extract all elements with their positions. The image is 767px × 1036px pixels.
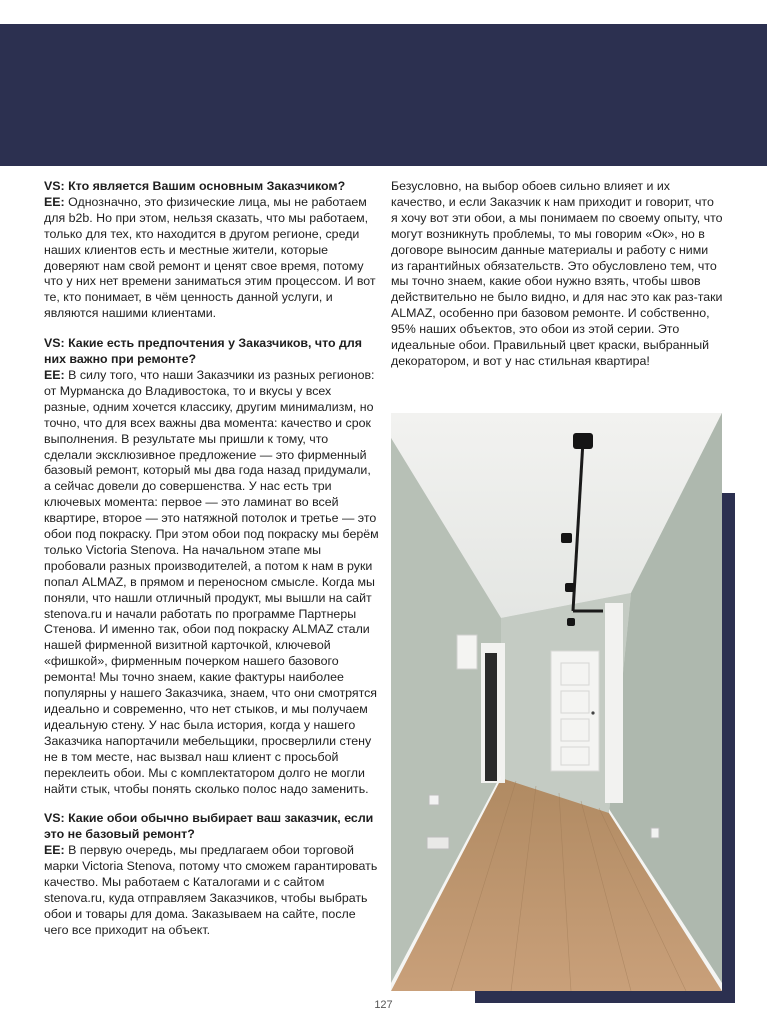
right-column-text: Безусловно, на выбор обоев сильно влияет и их качество, и если Заказчик к нам приходит и говорит, что я хочу вот эти обои, а мы понимаем по своему опыту, что могут возникнуть проблемы, то мы говорим «Ок», но в договоре выносим данные материалы и работу с ними из гарантийных обязательств. Это обусловлено тем, что мы точно знаем, какие обои нужно взять, чтобы швов действительно не было видно, и для нас это как раз-таки ALMAZ, особенно при базовом ремонте. И собственно, 95% наших объектов, это обои из этой серии. Это идеальные обои. Правильный цвет краски, выбранный декоратором, и вот у нас стильная квартира! [391,179,723,368]
answer-2-label: EE: [44,367,65,382]
answer-2-text: В силу того, что наши Заказчики из разных регионов: от Мурманска до Владивостока, то и вкусы у всех разные, одним хочется классику, другим минимализм, но точно, что для всех важны два момента: качество и срок выполнения. В результате мы пришли к тому, что сделали эксклюзивное предложение — это фирменный базовый ремонт, который мы два года назад придумали, а сейчас довели до совершенства. У нас есть три ключевых момента: первое — это ламинат во всей квартире, второе — это натяжной потолок и третье — это обои под покраску. При этом обои под покраску мы берём только Victoria Stenova. На начальном этапе мы пробовали разных производителей, а потом к нам в руки попал ALMAZ, в прямом и переносном смысле. Когда мы поняли, что нашли отличный продукт, мы вышли на сайт stenova.ru и начали работать по программе Партнеры Стенова. И именно так, обои под покраску ALMAZ стали нашей фирменной визитной карточкой, ключевой «фишкой», фирменным почерком нашего базового ремонта! Мы точно знаем, какие фактуры наиболее популярны у нашего Заказчика, знаем, что они смотрятся идеально и современно, что нет стыков, и мы получаем идеальную стену. У нас была история, когда у нашего Заказчика напортачили мебельщики, просверлили стену не в том месте, нас вызвал наш клиент с просьбой переклеить обои. Мы с комплектатором долго не могли найти стык, чтобы понять сколько полос надо заменить. [44,367,379,796]
page-number: 127 [374,999,393,1011]
right-column [391,179,723,384]
left-column [44,179,379,953]
hallway-photo [391,413,722,991]
answer-3-text: В первую очередь, мы предлагаем обои торговой марки Victoria Stenova, потому что сможем гарантировать качество. Мы работаем с Каталогами и с сайтом stenova.ru, куда отправляем Заказчиков, чтобы выбрать обои и товары для дома. Заказываем на сайте, после чего все приходит на объект. [44,843,378,937]
question-1: VS: Кто является Вашим основным Заказчиком? [44,179,346,193]
answer-1-label: EE: [44,194,65,209]
question-3: VS: Какие обои обычно выбирает ваш заказчик, если это не базовый ремонт? [44,811,374,842]
header-band [0,24,767,166]
answer-1-text: Однозначно, это физические лица, мы не работаем для b2b. Но при этом, нельзя сказать, что мы работаем, только для тех, кто находится в другом регионе, среди наших клиентов есть и местные жители, которые доверяют нам свой ремонт и ценят свое время, потому что у них нет времени заниматься этим процессом. И вот те, кто понимает, в чём ценность данной услуги, и являются нашими клиентами. [44,194,376,321]
answer-3-label: EE: [44,843,65,858]
hallway-photo-icon [391,413,722,991]
answer-3 [44,843,379,938]
question-2: VS: Какие есть предпочтения у Заказчиков, что для них важно при ремонте? [44,336,362,367]
answer-1 [44,195,379,322]
answer-2 [44,368,379,797]
